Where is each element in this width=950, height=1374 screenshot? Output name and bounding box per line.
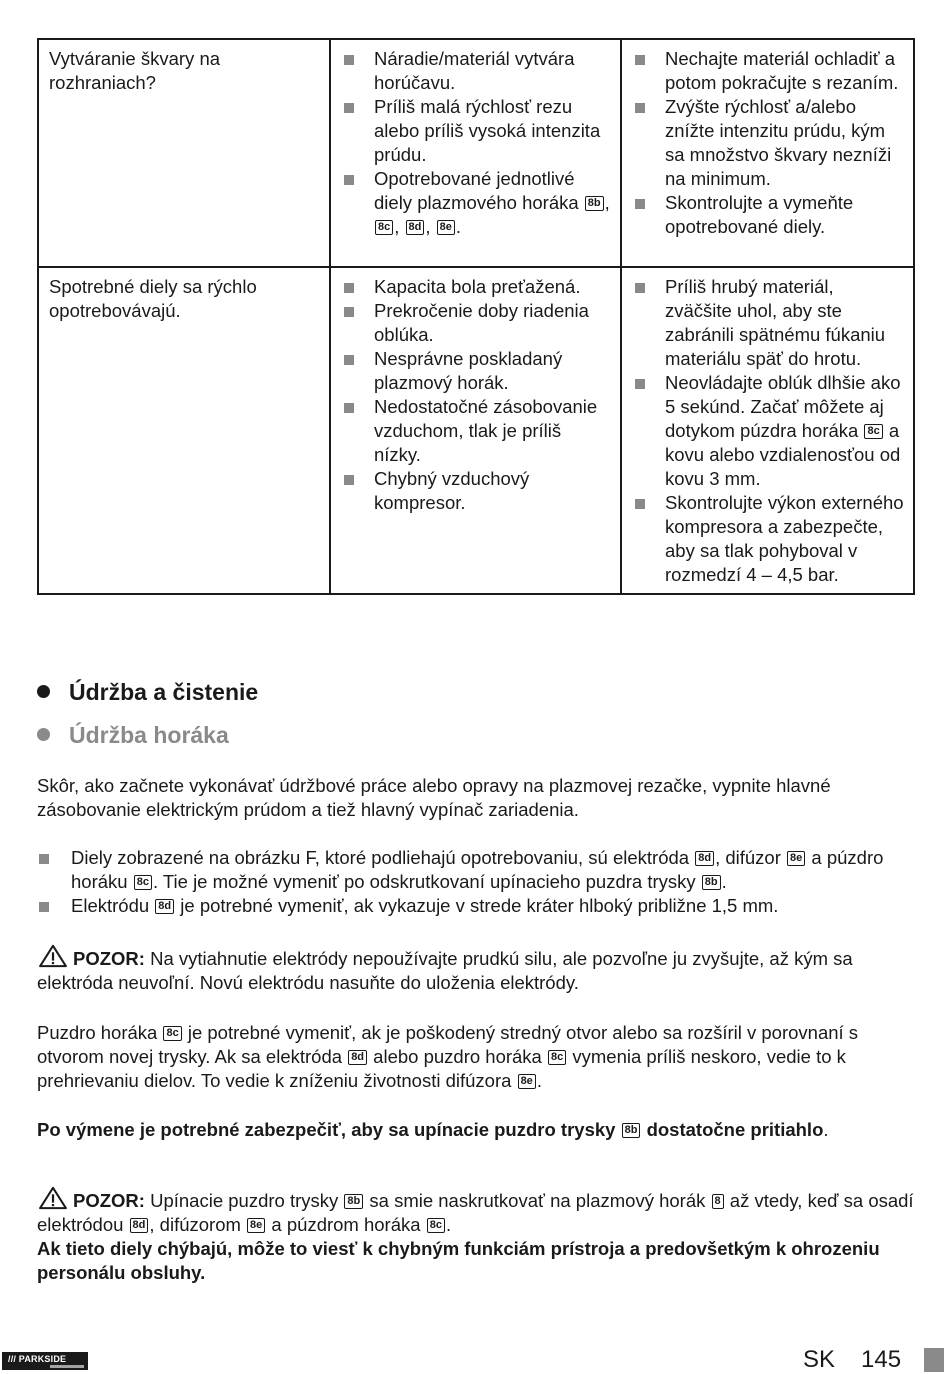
list-item: Príliš hrubý materiál, zväčšite uhol, aby ste zabránili spätnému fúkaniu materiálu späť do hrotu. — [632, 275, 905, 371]
part-reference: 8c — [134, 875, 152, 890]
troubleshooting-table — [37, 38, 915, 595]
part-reference: 8e — [437, 220, 455, 235]
list-item: Kapacita bola preťažená. — [341, 275, 612, 299]
part-reference: 8c — [375, 220, 393, 235]
list-item: Opotrebované jednotlivé diely plazmového horáka 8b , 8c , 8d , 8e . — [341, 167, 612, 239]
language-code: SK — [803, 1346, 836, 1373]
bullet-dot-icon — [37, 685, 50, 698]
warning-triangle-icon — [37, 1186, 69, 1210]
list-item: Nedostatočné zásobovanie vzduchom, tlak je príliš nízky. — [341, 395, 612, 467]
part-reference: 8e — [518, 1074, 536, 1089]
part-reference: 8b — [585, 196, 604, 211]
part-reference: 8d — [406, 220, 425, 235]
warning-label: POZOR: — [73, 948, 145, 969]
table-row — [38, 267, 914, 594]
list-item: Náradie/materiál vytvára horúčavu. — [341, 47, 612, 95]
list-item: Zvýšte rýchlosť a/alebo znížte intenzitu prúdu, kým sa množstvo škvary nezníži na minimum. — [632, 95, 905, 191]
problem-text: Vytváranie škvary na rozhraniach? — [49, 48, 221, 93]
warning-triangle-icon — [37, 944, 69, 968]
cause-list — [341, 275, 612, 515]
part-reference: 8 — [712, 1194, 724, 1209]
warning-consequence: Ak tieto diely chýbajú, môže to viesť k chybným funkciám prístroja a predovšetkým k ohrozeniu personálu obsluhy. — [37, 1238, 880, 1283]
cause-cell — [330, 267, 621, 594]
page-number: 145 — [861, 1346, 902, 1373]
remedy-cell — [621, 267, 914, 594]
list-item: Neovládajte oblúk dlhšie ako 5 sekúnd. Začať môžete aj dotykom púzdra horáka 8c a kovu alebo vzdialenosťou od kovu 3 mm. — [632, 371, 905, 491]
list-item: Elektródu 8d je potrebné vymeniť, ak vykazuje v strede kráter hlboký približne 1,5 mm. — [37, 894, 917, 918]
list-item: Skontrolujte výkon externého kompresora a zabezpečte, aby sa tlak pohyboval v rozmedzí 4 – 4,5 bar. — [632, 491, 905, 587]
nozzle-paragraph: Puzdro horáka 8c je potrebné vymeniť, ak je poškodený stredný otvor alebo sa rozšíril v porovnaní s otvorom novej trysky. Ak sa elektróda 8d alebo puzdro horáka 8c vymenia príliš neskoro, vedie to k prehrievaniu dielov. To vedie k zníženiu životnosti difúzora 8e . — [37, 1022, 859, 1091]
parkside-logo: /// PARKSIDE — [2, 1352, 88, 1370]
list-item: Diely zobrazené na obrázku F, ktoré podliehajú opotrebovaniu, sú elektróda 8d , difúzor 8e a púzdro horáku 8c . Tie je možné vymeniť po odskrutkovaní upínacieho puzdra trysky 8b . — [37, 846, 917, 894]
part-reference: 8d — [348, 1050, 367, 1065]
warning-label: POZOR: — [73, 1190, 145, 1211]
remedy-list — [632, 275, 905, 587]
bullet-dot-icon — [37, 728, 50, 741]
list-item: Nesprávne poskladaný plazmový horák. — [341, 347, 612, 395]
part-reference: 8c — [864, 424, 882, 439]
part-reference: 8e — [787, 851, 805, 866]
list-item: Chybný vzduchový kompresor. — [341, 467, 612, 515]
cause-list — [341, 47, 612, 239]
part-reference: 8b — [344, 1194, 363, 1209]
cause-cell — [330, 39, 621, 267]
intro-paragraph: Skôr, ako začnete vykonávať údržbové práce alebo opravy na plazmovej rezačke, vypnite hlavné zásobovanie elektrickým prúdom a tiež hlavný vypínač zariadenia. — [37, 775, 831, 820]
part-reference: 8d — [695, 851, 714, 866]
part-reference: 8c — [548, 1050, 566, 1065]
remedy-cell — [621, 39, 914, 267]
problem-text: Spotrebné diely sa rýchlo opotrebovávajú. — [49, 276, 257, 321]
part-reference: 8d — [155, 899, 174, 914]
remedy-list — [632, 47, 905, 239]
part-reference: 8c — [163, 1026, 181, 1041]
table-row — [38, 39, 914, 267]
list-item: Nechajte materiál ochladiť a potom pokračujte s rezaním. — [632, 47, 905, 95]
warning-note: POZOR: Na vytiahnutie elektródy nepoužívajte prudkú silu, ale pozvoľne ju zvyšujte, až kým sa elektróda neuvoľní. Novú elektródu nasuňte do uloženia elektródy. — [37, 944, 917, 995]
problem-cell — [38, 267, 330, 594]
maintenance-list — [37, 846, 917, 918]
list-item: Príliš malá rýchlosť rezu alebo príliš vysoká intenzita prúdu. — [341, 95, 612, 167]
list-item: Prekročenie doby riadenia oblúka. — [341, 299, 612, 347]
part-reference: 8e — [247, 1218, 265, 1233]
page-marker — [924, 1348, 944, 1372]
section-heading: Údržba a čistenie — [37, 678, 258, 706]
problem-cell — [38, 39, 330, 267]
subsection-heading: Údržba horáka — [37, 721, 229, 749]
part-reference: 8d — [130, 1218, 149, 1233]
part-reference: 8b — [702, 875, 721, 890]
list-item: Skontrolujte a vymeňte opotrebované diely. — [632, 191, 905, 239]
tighten-paragraph: Po výmene je potrebné zabezpečiť, aby sa upínacie puzdro trysky 8b dostatočne pritiahlo. — [37, 1119, 829, 1140]
warning-note: POZOR: Upínacie puzdro trysky 8b sa smie naskrutkovať na plazmový horák 8 až vtedy, keď sa osadí elektródou 8d , difúzorom 8e a púzdrom horáka 8c . Ak tieto diely chýbajú, môže to viesť k chybným funkciám prístroja a predovšetkým k ohrozeniu personálu obsluhy. — [37, 1186, 917, 1285]
part-reference: 8b — [622, 1123, 641, 1138]
part-reference: 8c — [427, 1218, 445, 1233]
